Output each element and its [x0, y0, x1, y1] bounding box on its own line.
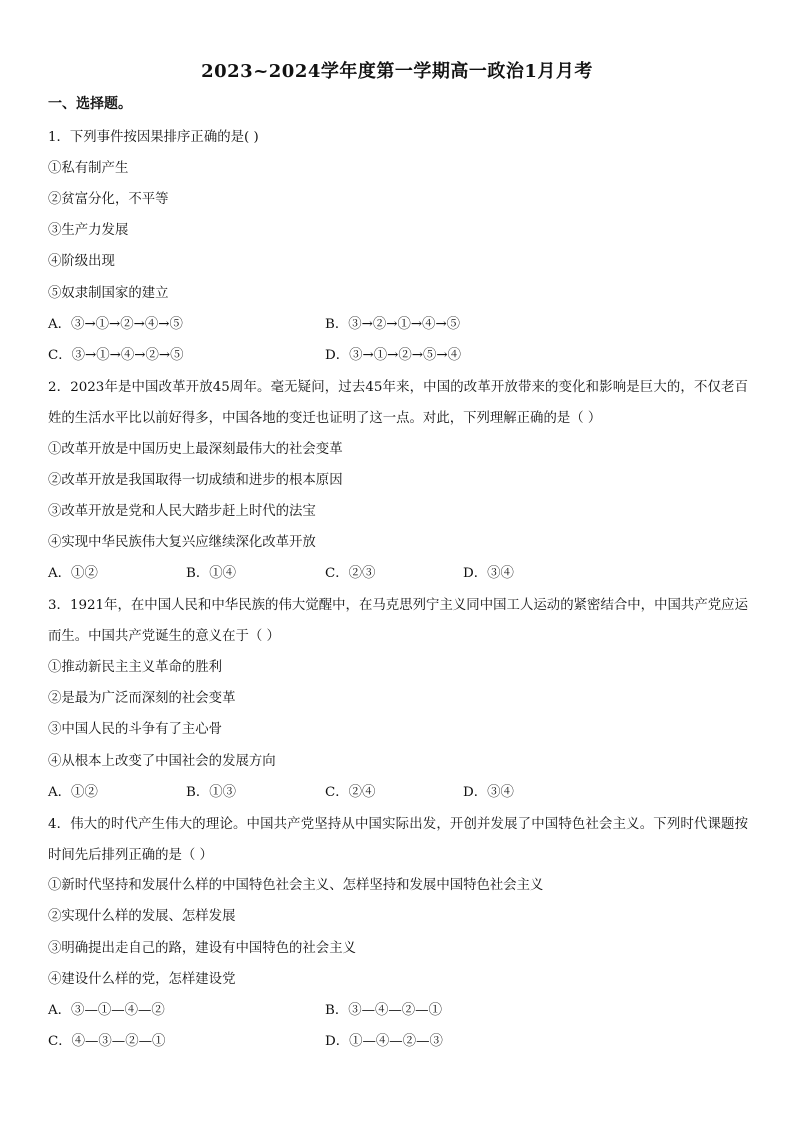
question-3-option-a: A．①② — [48, 785, 98, 800]
question-2-stem: 2．2023年是中国改革开放45周年。毫无疑问，过去45年来，中国的改革开放带来的变化和影响是巨大的，不仅老百姓的生活水平比以前好得多，中国各地的变迁也证明了这一点。对此，下列理解正确的是（ ） — [48, 380, 748, 426]
question-4-option-c: C．④—③—②—① — [48, 1034, 166, 1049]
question-2-item-2: ②改革开放是我国取得一切成绩和进步的根本原因 — [48, 473, 343, 488]
question-4-item-1: ①新时代坚持和发展什么样的中国特色社会主义、怎样坚持和发展中国特色社会主义 — [48, 878, 544, 893]
question-2-option-c: C．②③ — [325, 566, 376, 581]
question-3-option-b: B．①③ — [186, 785, 237, 800]
question-3-stem: 3．1921年，在中国人民和中华民族的伟大觉醒中，在马克思列宁主义同中国工人运动的紧密结合中，中国共产党应运而生。中国共产党诞生的意义在于（ ） — [48, 598, 748, 644]
section-heading: 一、选择题。 — [48, 96, 132, 112]
question-3-item-1: ①推动新民主主义革命的胜利 — [48, 660, 223, 675]
question-1-item-4: ④阶级出现 — [48, 254, 115, 269]
question-4-item-2: ②实现什么样的发展、怎样发展 — [48, 909, 236, 924]
question-3-option-d: D．③④ — [463, 785, 514, 800]
question-1-item-1: ①私有制产生 — [48, 161, 129, 176]
question-2-item-4: ④实现中华民族伟大复兴应继续深化改革开放 — [48, 535, 316, 550]
question-4-option-a: A．③—①—④—② — [48, 1003, 165, 1018]
question-1-option-b: B．③→②→①→④→⑤ — [325, 317, 461, 332]
question-1-item-3: ③生产力发展 — [48, 223, 129, 238]
question-1-stem: 1．下列事件按因果排序正确的是( ) — [48, 130, 259, 145]
question-3-item-4: ④从根本上改变了中国社会的发展方向 — [48, 754, 276, 769]
question-3-item-3: ③中国人民的斗争有了主心骨 — [48, 722, 223, 737]
question-4-item-4: ④建设什么样的党，怎样建设党 — [48, 972, 236, 987]
question-3-option-c: C．②④ — [325, 785, 376, 800]
question-2-item-3: ③改革开放是党和人民大踏步赶上时代的法宝 — [48, 504, 316, 519]
question-1-option-d: D．③→①→②→⑤→④ — [325, 348, 461, 363]
question-2-option-b: B．①④ — [186, 566, 237, 581]
question-4-stem: 4．伟大的时代产生伟大的理论。中国共产党坚持从中国实际出发，开创并发展了中国特色社会主义。下列时代课题按时间先后排列正确的是（ ） — [48, 817, 748, 863]
question-2-option-a: A．①② — [48, 566, 98, 581]
question-4-option-d: D．①—④—②—③ — [325, 1034, 443, 1049]
question-1-option-a: A．③→①→②→④→⑤ — [48, 317, 183, 332]
question-4-option-b: B．③—④—②—① — [325, 1003, 442, 1018]
exam-title: 2023~2024学年度第一学期高一政治1月月考 — [201, 61, 593, 82]
question-1-item-5: ⑤奴隶制国家的建立 — [48, 286, 169, 301]
question-3-item-2: ②是最为广泛而深刻的社会变革 — [48, 691, 236, 706]
question-2-option-d: D．③④ — [463, 566, 514, 581]
question-4-item-3: ③明确提出走自己的路，建设有中国特色的社会主义 — [48, 941, 356, 956]
question-2-item-1: ①改革开放是中国历史上最深刻最伟大的社会变革 — [48, 442, 343, 457]
question-1-item-2: ②贫富分化，不平等 — [48, 192, 169, 207]
question-1-option-c: C．③→①→④→②→⑤ — [48, 348, 184, 363]
